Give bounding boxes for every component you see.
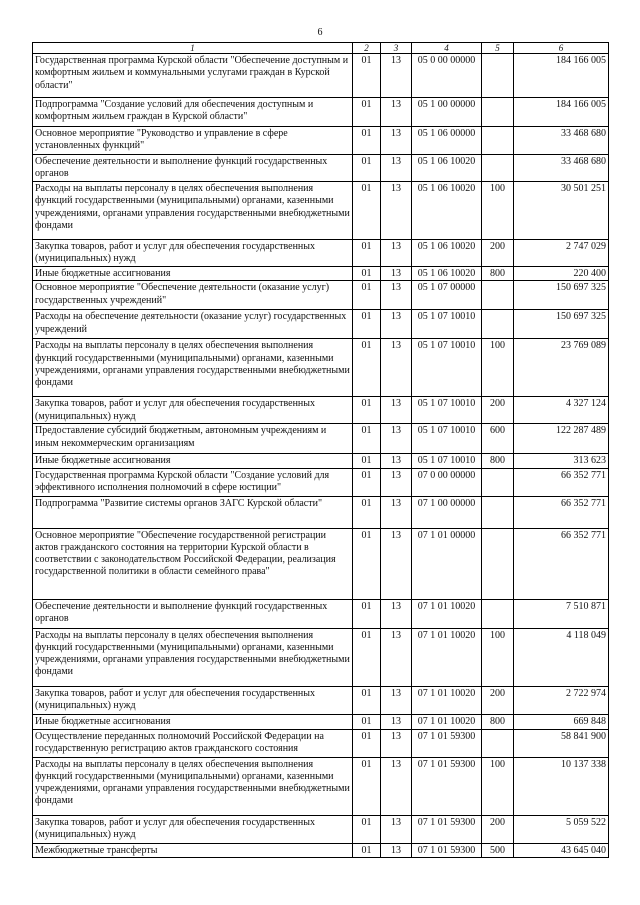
target-article-cell: 05 1 07 10010 (412, 454, 482, 468)
section-code-cell: 01 (353, 281, 381, 310)
table-row (33, 496, 609, 528)
target-article-cell: 05 1 07 10010 (412, 424, 482, 454)
target-article-cell: 07 1 01 59300 (412, 815, 482, 843)
row-name-cell: Обеспечение деятельности и выполнение функций государственных органов (33, 155, 353, 182)
row-name-cell: Основное мероприятие "Обеспечение деятельности (оказание услуг) государственных учреждений" (33, 281, 353, 310)
expense-type-cell (482, 281, 514, 310)
section-code-cell: 01 (353, 468, 381, 496)
target-article-cell: 05 1 06 00000 (412, 127, 482, 155)
target-article-cell: 07 0 00 00000 (412, 468, 482, 496)
target-article-cell: 07 1 01 10020 (412, 599, 482, 628)
table-row (33, 339, 609, 397)
expense-type-cell: 800 (482, 267, 514, 281)
section-code-cell: 01 (353, 240, 381, 267)
target-article-cell: 05 1 06 10020 (412, 182, 482, 240)
row-name-cell: Расходы на обеспечение деятельности (оказание услуг) государственных учреждений (33, 310, 353, 339)
subsection-code-cell: 13 (381, 397, 412, 424)
section-code-cell: 01 (353, 127, 381, 155)
subsection-code-cell: 13 (381, 310, 412, 339)
expense-type-cell (482, 155, 514, 182)
subsection-code-cell: 13 (381, 686, 412, 714)
target-article-cell: 05 1 06 10020 (412, 240, 482, 267)
expense-type-cell: 100 (482, 628, 514, 686)
row-name-cell: Основное мероприятие "Обеспечение государственной регистрации актов гражданского состояния на территории Курской области в соответствии с законодательством Российской Федерации, реализация государственной политики в области семейного права" (33, 528, 353, 599)
table-header-row (33, 43, 609, 54)
table-row (33, 182, 609, 240)
section-code-cell: 01 (353, 339, 381, 397)
row-name-cell: Иные бюджетные ассигнования (33, 454, 353, 468)
amount-cell: 220 400 (514, 267, 609, 281)
table-row (33, 599, 609, 628)
expense-type-cell (482, 310, 514, 339)
column-header: 1 (33, 43, 353, 54)
row-name-cell: Подпрограмма "Создание условий для обеспечения доступным и комфортным жильем граждан в Курской области" (33, 98, 353, 127)
amount-cell: 184 166 005 (514, 54, 609, 98)
expense-type-cell: 500 (482, 843, 514, 857)
subsection-code-cell: 13 (381, 98, 412, 127)
section-code-cell: 01 (353, 182, 381, 240)
row-name-cell: Предоставление субсидий бюджетным, автономным учреждениям и иным некоммерческим организациям (33, 424, 353, 454)
row-name-cell: Расходы на выплаты персоналу в целях обеспечения выполнения функций государственными (муниципальными) органами, казенными учреждениями, органами управления государственными внебюджетными фондами (33, 757, 353, 815)
amount-cell: 66 352 771 (514, 528, 609, 599)
section-code-cell: 01 (353, 496, 381, 528)
expense-type-cell (482, 496, 514, 528)
section-code-cell: 01 (353, 599, 381, 628)
target-article-cell: 07 1 01 00000 (412, 528, 482, 599)
subsection-code-cell: 13 (381, 454, 412, 468)
section-code-cell: 01 (353, 815, 381, 843)
subsection-code-cell: 13 (381, 528, 412, 599)
expense-type-cell: 200 (482, 686, 514, 714)
table-row (33, 281, 609, 310)
table-row (33, 240, 609, 267)
target-article-cell: 07 1 01 10020 (412, 628, 482, 686)
table-row (33, 310, 609, 339)
expense-type-cell (482, 98, 514, 127)
expense-type-cell: 800 (482, 714, 514, 729)
section-code-cell: 01 (353, 686, 381, 714)
table-row (33, 729, 609, 757)
column-header: 6 (514, 43, 609, 54)
subsection-code-cell: 13 (381, 757, 412, 815)
amount-cell: 23 769 089 (514, 339, 609, 397)
amount-cell: 184 166 005 (514, 98, 609, 127)
column-header: 2 (353, 43, 381, 54)
table-row (33, 757, 609, 815)
table-row (33, 454, 609, 468)
row-name-cell: Государственная программа Курской области "Обеспечение доступным и комфортным жильем и коммунальными услугами граждан в Курской области" (33, 54, 353, 98)
section-code-cell: 01 (353, 98, 381, 127)
table-row (33, 155, 609, 182)
section-code-cell: 01 (353, 714, 381, 729)
table-row (33, 528, 609, 599)
amount-cell: 58 841 900 (514, 729, 609, 757)
subsection-code-cell: 13 (381, 468, 412, 496)
expense-type-cell: 100 (482, 182, 514, 240)
section-code-cell: 01 (353, 729, 381, 757)
amount-cell: 150 697 325 (514, 310, 609, 339)
target-article-cell: 05 1 07 10010 (412, 339, 482, 397)
section-code-cell: 01 (353, 310, 381, 339)
table-row (33, 424, 609, 454)
column-header: 3 (381, 43, 412, 54)
amount-cell: 10 137 338 (514, 757, 609, 815)
target-article-cell: 05 1 00 00000 (412, 98, 482, 127)
table-row (33, 468, 609, 496)
amount-cell: 669 848 (514, 714, 609, 729)
subsection-code-cell: 13 (381, 54, 412, 98)
amount-cell: 4 327 124 (514, 397, 609, 424)
amount-cell: 43 645 040 (514, 843, 609, 857)
subsection-code-cell: 13 (381, 815, 412, 843)
section-code-cell: 01 (353, 424, 381, 454)
row-name-cell: Обеспечение деятельности и выполнение функций государственных органов (33, 599, 353, 628)
table-row (33, 815, 609, 843)
subsection-code-cell: 13 (381, 182, 412, 240)
subsection-code-cell: 13 (381, 496, 412, 528)
expense-type-cell: 200 (482, 815, 514, 843)
expense-type-cell (482, 528, 514, 599)
target-article-cell: 05 1 07 10010 (412, 310, 482, 339)
table-row (33, 267, 609, 281)
table-row (33, 98, 609, 127)
section-code-cell: 01 (353, 454, 381, 468)
amount-cell: 313 623 (514, 454, 609, 468)
amount-cell: 33 468 680 (514, 127, 609, 155)
budget-table (32, 42, 609, 858)
column-header: 4 (412, 43, 482, 54)
expense-type-cell (482, 468, 514, 496)
amount-cell: 2 722 974 (514, 686, 609, 714)
row-name-cell: Закупка товаров, работ и услуг для обеспечения государственных (муниципальных) нужд (33, 686, 353, 714)
row-name-cell: Иные бюджетные ассигнования (33, 267, 353, 281)
amount-cell: 33 468 680 (514, 155, 609, 182)
subsection-code-cell: 13 (381, 843, 412, 857)
target-article-cell: 07 1 01 59300 (412, 729, 482, 757)
table-row (33, 397, 609, 424)
row-name-cell: Закупка товаров, работ и услуг для обеспечения государственных (муниципальных) нужд (33, 240, 353, 267)
page-number: 6 (317, 27, 323, 38)
target-article-cell: 07 1 01 10020 (412, 686, 482, 714)
section-code-cell: 01 (353, 757, 381, 815)
target-article-cell: 07 1 00 00000 (412, 496, 482, 528)
subsection-code-cell: 13 (381, 339, 412, 397)
row-name-cell: Межбюджетные трансферты (33, 843, 353, 857)
subsection-code-cell: 13 (381, 729, 412, 757)
section-code-cell: 01 (353, 397, 381, 424)
subsection-code-cell: 13 (381, 599, 412, 628)
row-name-cell: Иные бюджетные ассигнования (33, 714, 353, 729)
row-name-cell: Расходы на выплаты персоналу в целях обеспечения выполнения функций государственными (муниципальными) органами, казенными учреждениями, органами управления государственными внебюджетными фондами (33, 182, 353, 240)
amount-cell: 66 352 771 (514, 496, 609, 528)
target-article-cell: 05 0 00 00000 (412, 54, 482, 98)
section-code-cell: 01 (353, 843, 381, 857)
target-article-cell: 05 1 06 10020 (412, 267, 482, 281)
section-code-cell: 01 (353, 628, 381, 686)
table-row (33, 54, 609, 98)
amount-cell: 150 697 325 (514, 281, 609, 310)
section-code-cell: 01 (353, 54, 381, 98)
expense-type-cell: 200 (482, 397, 514, 424)
row-name-cell: Государственная программа Курской области "Создание условий для эффективного исполнения полномочий в сфере юстиции" (33, 468, 353, 496)
row-name-cell: Закупка товаров, работ и услуг для обеспечения государственных (муниципальных) нужд (33, 397, 353, 424)
expense-type-cell: 600 (482, 424, 514, 454)
subsection-code-cell: 13 (381, 424, 412, 454)
expense-type-cell: 100 (482, 757, 514, 815)
subsection-code-cell: 13 (381, 714, 412, 729)
amount-cell: 7 510 871 (514, 599, 609, 628)
amount-cell: 66 352 771 (514, 468, 609, 496)
table-row (33, 843, 609, 857)
row-name-cell: Основное мероприятие "Руководство и управление в сфере установленных функций" (33, 127, 353, 155)
subsection-code-cell: 13 (381, 240, 412, 267)
table-row (33, 714, 609, 729)
target-article-cell: 05 1 06 10020 (412, 155, 482, 182)
target-article-cell: 07 1 01 59300 (412, 843, 482, 857)
row-name-cell: Подпрограмма "Развитие системы органов ЗАГС Курской области" (33, 496, 353, 528)
expense-type-cell (482, 54, 514, 98)
subsection-code-cell: 13 (381, 281, 412, 310)
expense-type-cell (482, 127, 514, 155)
subsection-code-cell: 13 (381, 267, 412, 281)
subsection-code-cell: 13 (381, 155, 412, 182)
subsection-code-cell: 13 (381, 628, 412, 686)
expense-type-cell (482, 599, 514, 628)
table-row (33, 127, 609, 155)
target-article-cell: 07 1 01 10020 (412, 714, 482, 729)
row-name-cell: Осуществление переданных полномочий Российской Федерации на государственную регистрацию актов гражданского состояния (33, 729, 353, 757)
row-name-cell: Расходы на выплаты персоналу в целях обеспечения выполнения функций государственными (муниципальными) органами, казенными учреждениями, органами управления государственными внебюджетными фондами (33, 628, 353, 686)
amount-cell: 122 287 489 (514, 424, 609, 454)
column-header: 5 (482, 43, 514, 54)
row-name-cell: Расходы на выплаты персоналу в целях обеспечения выполнения функций государственными (муниципальными) органами, казенными учреждениями, органами управления государственными внебюджетными фондами (33, 339, 353, 397)
subsection-code-cell: 13 (381, 127, 412, 155)
amount-cell: 5 059 522 (514, 815, 609, 843)
target-article-cell: 05 1 07 00000 (412, 281, 482, 310)
expense-type-cell: 800 (482, 454, 514, 468)
table-row (33, 628, 609, 686)
expense-type-cell: 100 (482, 339, 514, 397)
expense-type-cell (482, 729, 514, 757)
section-code-cell: 01 (353, 528, 381, 599)
section-code-cell: 01 (353, 267, 381, 281)
table-row (33, 686, 609, 714)
amount-cell: 4 118 049 (514, 628, 609, 686)
expense-type-cell: 200 (482, 240, 514, 267)
amount-cell: 30 501 251 (514, 182, 609, 240)
section-code-cell: 01 (353, 155, 381, 182)
row-name-cell: Закупка товаров, работ и услуг для обеспечения государственных (муниципальных) нужд (33, 815, 353, 843)
target-article-cell: 05 1 07 10010 (412, 397, 482, 424)
target-article-cell: 07 1 01 59300 (412, 757, 482, 815)
amount-cell: 2 747 029 (514, 240, 609, 267)
